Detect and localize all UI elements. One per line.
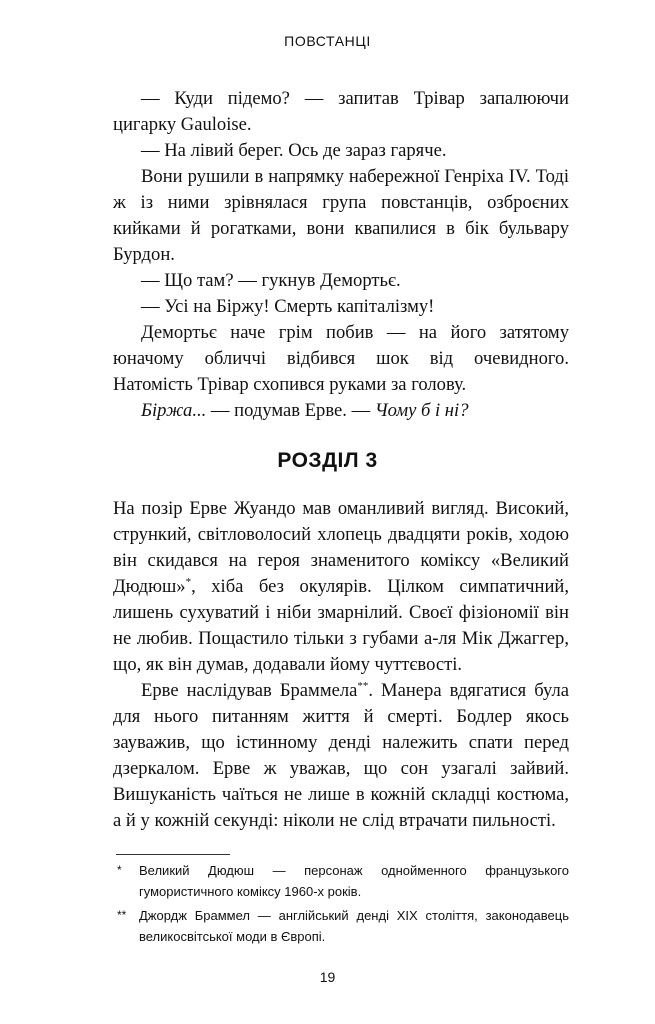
footnote-divider [116,854,230,855]
paragraph: — На лівий берег. Ось де зараз гаряче. [141,140,447,161]
footnote-text: Джордж Браммел — англійський денді XIX століття, законодавець великосвітської моди в Європі. [139,908,569,944]
footnote-ref[interactable]: ** [357,679,369,692]
paragraph-text: , хіба без окулярів. Цілком симпатичний, лишень сухуватий і ніби змарнілий. Своєї фізіономії він не любив. Пощастило тільки з губами а-ля Мік Джаггер, що, як він думав, додавали йому чуттєвості. [113,576,569,675]
paragraph-text: На позір Ерве Жуандо мав оманливий вигляд. Високий, стрункий, світловолосий хлопець двадцяти років, ходою він скидався на героя знаменитого коміксу «Великий Дюдюш» [113,498,569,597]
paragraph: — Усі на Біржу! Смерть капіталізму! [141,296,435,317]
footnote [113,860,569,902]
page-number: 19 [319,969,336,985]
footnote-text: Великий Дюдюш — персонаж однойменного французького гумористичного коміксу 1960-х років. [139,863,569,899]
paragraph: Демортьє наче грім побив — на його затятому юначому обличчі відбився шок від очевидного. Натомість Трівар схопився руками за голову. [113,322,569,395]
footnote-mark: * [117,863,122,877]
thought-paragraph [113,398,569,424]
footnote [113,905,569,947]
footnotes [113,860,569,950]
footnote-ref[interactable]: * [185,575,192,588]
chapter-heading: РОЗДІЛ 3 [277,449,378,472]
paragraph: Вони рушили в напрямку набережної Генріха IV. Тоді ж із ними зрівнялася група повстанців, озброєних кийками й рогатками, вони квапилися в бік бульвару Бурдон. [113,166,569,265]
text-passage-2 [113,496,569,834]
text-passage-1 [113,86,569,424]
running-head: ПОВСТАНЦІ [284,33,371,49]
paragraph [113,496,569,678]
footnote-mark: ** [117,908,127,922]
paragraph [113,678,569,834]
italic-thought-2: Чому б і ні? [374,400,469,421]
thought-attribution: — подумав Ерве. — [206,400,375,421]
paragraph: — Що там? — гукнув Демортьє. [141,270,401,291]
italic-thought-1: Біржа... [141,400,207,421]
paragraph: — Куди підемо? — запитав Трівар запалюючи цигарку Gauloise. [113,88,569,135]
paragraph-text: Ерве наслідував Браммела [141,680,358,701]
paragraph-text: . Манера вдягатися була для нього питанням життя й смерті. Бодлер якось зауважив, що істинному денді належить спати перед дзеркалом. Ерве ж уважав, що сон узагалі зайвий. Вишуканість чаїться не лише в кожній складці костюма, а й у кожній секунді: ніколи не слід втрачати пильності. [113,680,569,831]
